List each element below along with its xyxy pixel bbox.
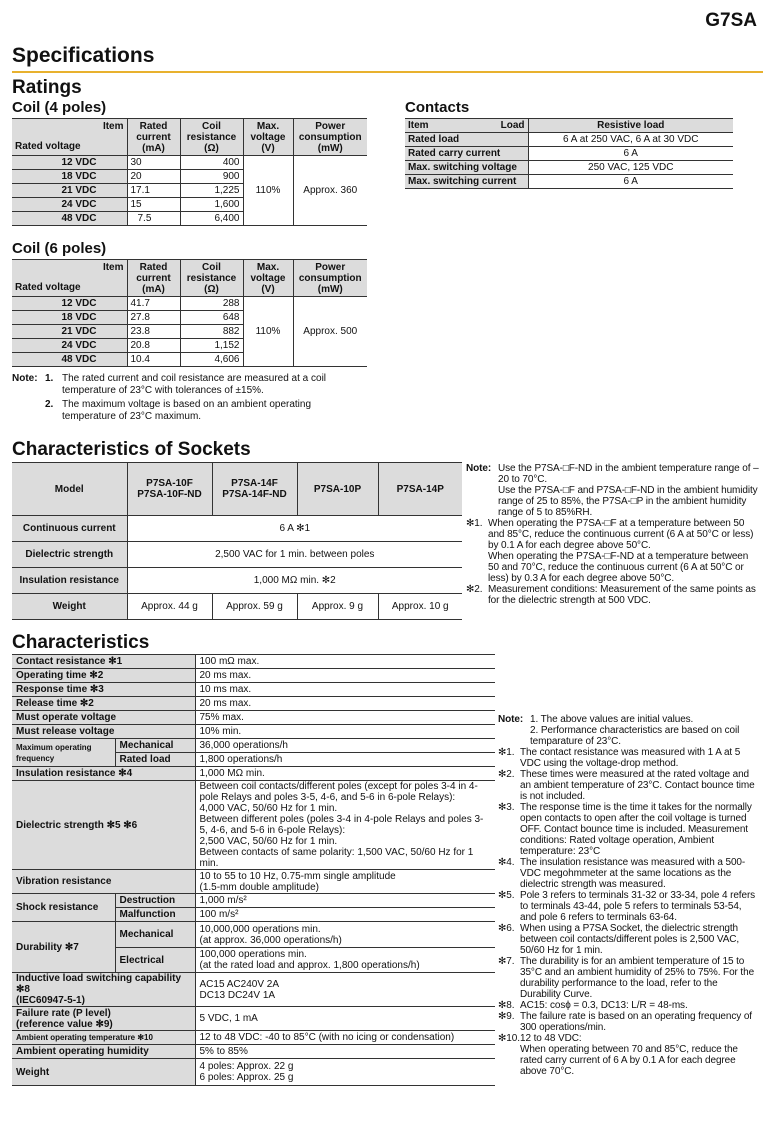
table-row	[12, 655, 495, 669]
note-label: Note:	[466, 463, 492, 474]
model-header: P7SA-14P	[378, 463, 462, 516]
power-header: Power consumption (mW)	[293, 119, 367, 156]
model-header: P7SA-10F P7SA-10F-ND	[127, 463, 212, 516]
note-label	[466, 485, 498, 518]
note-text: The contact resistance was measured with 1 A at 5 VDC using the voltage-drop method.	[520, 747, 741, 769]
product-model: G7SA	[705, 10, 757, 31]
coil-resistance: 4,606	[180, 353, 243, 367]
row-value: 1,000 m/s²	[195, 894, 495, 908]
table-row	[12, 542, 462, 568]
note-text: When using a P7SA Socket, the dielectric strength between coil contacts/different poles is 2,500 VAC, 50/60 Hz for 1 min.	[520, 923, 740, 956]
note-text: Measurement conditions: Measurement of the same points as for the dielectric strength at 500 VDC.	[488, 584, 756, 606]
row-label: Shock resistance	[12, 894, 115, 922]
row-value: 5% to 85%	[195, 1045, 495, 1059]
row-label: Ambient operating temperature ✻10	[12, 1031, 195, 1045]
coil6-heading: Coil (6 poles)	[12, 240, 107, 257]
coil4-table	[12, 118, 367, 226]
table-row	[12, 973, 495, 1007]
model-header: Model	[12, 463, 127, 516]
note-label: ✻10.	[498, 1033, 520, 1044]
rated-current: 41.7	[127, 297, 180, 311]
rated-voltage: 21 VDC	[12, 184, 127, 198]
row-sublabel: Mechanical	[115, 922, 195, 948]
row-label: Operating time ✻2	[12, 669, 195, 683]
row-sublabel: Mechanical	[115, 739, 195, 753]
table-row	[12, 697, 495, 711]
row-label: Weight	[12, 594, 127, 620]
note-text: 12 to 48 VDC:	[520, 1033, 582, 1044]
row-label: Max. switching current	[405, 175, 528, 189]
table-row	[12, 516, 462, 542]
rated-voltage: 24 VDC	[12, 198, 127, 212]
row-value: 12 to 48 VDC: -40 to 85°C (with no icing or condensation)	[195, 1031, 495, 1045]
row-value: 1,800 operations/h	[195, 753, 495, 767]
sockets-heading: Characteristics of Sockets	[12, 439, 251, 460]
rated-voltage: 48 VDC	[12, 212, 127, 226]
note-label: ✻4.	[498, 857, 515, 868]
row-label: Maximum operating frequency	[12, 739, 115, 767]
table-row	[12, 594, 462, 620]
table-row	[12, 767, 495, 781]
row-value: 100 mΩ max.	[195, 655, 495, 669]
rated-voltage: 12 VDC	[12, 297, 127, 311]
rated-current: 17.1	[127, 184, 180, 198]
note-label: ✻2.	[466, 584, 483, 595]
note-label: ✻5.	[498, 890, 515, 901]
row-value: 2,500 VAC for 1 min. between poles	[127, 542, 462, 568]
table-row	[405, 133, 733, 147]
row-label: Rated load	[405, 133, 528, 147]
coil-resistance: 1,225	[180, 184, 243, 198]
row-label: Failure rate (P level) (reference value ✻9)	[12, 1007, 195, 1031]
rated-voltage: 21 VDC	[12, 325, 127, 339]
row-sublabel: Electrical	[115, 948, 195, 973]
row-value: 6 A at 250 VAC, 6 A at 30 VDC	[528, 133, 733, 147]
characteristics-table	[12, 654, 495, 1086]
table-row	[12, 725, 495, 739]
rated-voltage: 24 VDC	[12, 339, 127, 353]
row-label: Must release voltage	[12, 725, 195, 739]
row-label: Insulation resistance	[12, 568, 127, 594]
rated-current: 10.4	[127, 353, 180, 367]
note-number: 1.	[45, 373, 54, 384]
note-label: ✻1.	[466, 518, 483, 529]
model-header: P7SA-10P	[297, 463, 378, 516]
note-text: 2. Performance characteristics are based on coil temparature of 23°C.	[530, 725, 740, 747]
row-value: 1,000 MΩ min.	[195, 767, 495, 781]
max-voltage-header: Max. voltage (V)	[243, 260, 293, 297]
characteristics-notes	[498, 714, 760, 1077]
page-title: Specifications	[12, 44, 155, 67]
row-value: Approx. 9 g	[297, 594, 378, 620]
row-label: Must operate voltage	[12, 711, 195, 725]
note-text: The response time is the time it takes for the normally open contacts to open after the coil voltage is turned OFF. Contact bounce time is included. Measurement conditions: Rated voltage operation, Ambient temperature: 23°C	[520, 802, 752, 857]
row-label: Vibration resistance	[12, 870, 195, 894]
note-label	[498, 1044, 520, 1077]
table-row	[12, 781, 495, 870]
note-label: ✻2.	[498, 769, 515, 780]
rated-voltage: 12 VDC	[12, 156, 127, 170]
row-value: 75% max.	[195, 711, 495, 725]
note-text: When operating the P7SA-□F-ND at a temperature between 50 and 70°C, reduce the continuous current (6 A at 50°C or less) by 0.3 A for each degree above 50°C.	[488, 551, 749, 584]
row-sublabel: Malfunction	[115, 908, 195, 922]
row-sublabel: Destruction	[115, 894, 195, 908]
title-divider	[12, 71, 763, 73]
row-label: Weight	[12, 1059, 195, 1086]
rated-current: 27.8	[127, 311, 180, 325]
note-number: 2.	[45, 399, 54, 410]
coil-resistance: 900	[180, 170, 243, 184]
rated-current: 23.8	[127, 325, 180, 339]
coil-resistance-header: Coil resistance (Ω)	[180, 119, 243, 156]
table-row	[12, 711, 495, 725]
table-row	[12, 739, 495, 753]
note-text: Use the P7SA-□F-ND in the ambient temperature range of –20 to 70°C.	[498, 463, 759, 485]
contacts-heading: Contacts	[405, 99, 470, 116]
coil6-table	[12, 259, 367, 367]
row-value: Approx. 10 g	[378, 594, 462, 620]
row-label: Dielectric strength ✻5 ✻6	[12, 781, 195, 870]
row-value: 100,000 operations min. (at the rated load and approx. 1,800 operations/h)	[195, 948, 495, 973]
rated-current: 20.8	[127, 339, 180, 353]
row-value: 6 A ✻1	[127, 516, 462, 542]
row-value: 10,000,000 operations min. (at approx. 36,000 operations/h)	[195, 922, 495, 948]
table-row	[405, 147, 733, 161]
characteristics-heading: Characteristics	[12, 632, 150, 653]
row-value: 10% min.	[195, 725, 495, 739]
note-label: Note:	[12, 373, 38, 384]
row-value: 20 ms max.	[195, 669, 495, 683]
power-header: Power consumption (mW)	[293, 260, 367, 297]
model-header: P7SA-14F P7SA-14F-ND	[212, 463, 297, 516]
row-label: Dielectric strength	[12, 542, 127, 568]
row-value: 250 VAC, 125 VDC	[528, 161, 733, 175]
row-value: 10 to 55 to 10 Hz, 0.75-mm single amplitude (1.5-mm double amplitude)	[195, 870, 495, 894]
table-row	[12, 297, 367, 311]
item-load-header: Item Load	[405, 119, 528, 133]
table-row	[12, 1031, 495, 1045]
row-sublabel: Rated load	[115, 753, 195, 767]
table-row	[12, 1007, 495, 1031]
ratings-heading: Ratings	[12, 77, 82, 98]
coil-resistance: 1,152	[180, 339, 243, 353]
rated-voltage: 18 VDC	[12, 311, 127, 325]
coil-resistance: 288	[180, 297, 243, 311]
rated-current: 7.5	[127, 212, 180, 226]
note-label: ✻1.	[498, 747, 515, 758]
row-label: Insulation resistance ✻4	[12, 767, 195, 781]
rated-current: 20	[127, 170, 180, 184]
note-text: When operating the P7SA-□F at a temperature between 50 and 85°C, reduce the continuous current (6 A at 50°C or less) by 0.1 A for each degree above 50°C.	[488, 518, 754, 551]
coil-resistance: 882	[180, 325, 243, 339]
row-value: Between coil contacts/different poles (except for poles 3-4 in 4-pole Relays and poles 3-5, 4-6, and 5-6 in 6-pole Relays): 4,000 VAC, 50/60 Hz for 1 min. Between different poles (poles 3-4 in 4-pole Relays and poles 3-5, 4-6, and 5-6 in 6-pole Relays): 2,500 VAC, 50/60 Hz for 1 min. Between contacts of same polarity: 1,500 VAC, 50/60 Hz for 1 min.	[195, 781, 495, 870]
resistive-load-header: Resistive load	[528, 119, 733, 133]
note-text: The failure rate is based on an operating frequency of 300 operations/min.	[520, 1011, 752, 1033]
row-label: Ambient operating humidity	[12, 1045, 195, 1059]
row-value: Approx. 59 g	[212, 594, 297, 620]
note-label: Note:	[498, 714, 524, 725]
row-value: 36,000 operations/h	[195, 739, 495, 753]
row-value: 10 ms max.	[195, 683, 495, 697]
table-row	[12, 922, 495, 948]
coil-resistance: 1,600	[180, 198, 243, 212]
item-header: Item Rated voltage	[12, 260, 127, 297]
row-value: 6 A	[528, 175, 733, 189]
power-consumption: Approx. 500	[293, 297, 367, 367]
table-row	[12, 156, 367, 170]
table-row	[12, 894, 495, 908]
rated-current: 15	[127, 198, 180, 212]
item-header: Item Rated voltage	[12, 119, 127, 156]
table-row	[405, 175, 733, 189]
rated-voltage: 48 VDC	[12, 353, 127, 367]
note-text: The rated current and coil resistance are measured at a coil temperature of 23°C with tolerances of ±15%.	[62, 373, 327, 396]
note-text: The insulation resistance was measured with a 500-VDC megohmmeter at the same locations as the dielectric strength was measured.	[520, 857, 746, 890]
row-value: 1,000 MΩ min. ✻2	[127, 568, 462, 594]
row-value: 6 A	[528, 147, 733, 161]
coil-resistance: 400	[180, 156, 243, 170]
table-row	[12, 870, 495, 894]
coil-notes	[12, 373, 362, 423]
row-value: 100 m/s²	[195, 908, 495, 922]
note-label	[498, 725, 530, 747]
socket-notes	[466, 463, 760, 606]
note-text: The maximum voltage is based on an ambient operating temperature of 23°C maximum.	[62, 399, 312, 422]
table-row	[405, 161, 733, 175]
row-value: 4 poles: Approx. 22 g 6 poles: Approx. 25 g	[195, 1059, 495, 1086]
note-text: These times were measured at the rated voltage and an ambient temperature of 23°C. Contact bounce time is not included.	[520, 769, 755, 802]
row-label: Release time ✻2	[12, 697, 195, 711]
max-voltage: 110%	[243, 156, 293, 226]
row-value: 5 VDC, 1 mA	[195, 1007, 495, 1031]
note-label: ✻9.	[498, 1011, 515, 1022]
rated-voltage: 18 VDC	[12, 170, 127, 184]
max-voltage-header: Max. voltage (V)	[243, 119, 293, 156]
table-row	[12, 1045, 495, 1059]
sockets-table	[12, 462, 462, 620]
table-row	[12, 669, 495, 683]
coil-resistance-header: Coil resistance (Ω)	[180, 260, 243, 297]
table-row	[12, 568, 462, 594]
coil-resistance: 6,400	[180, 212, 243, 226]
row-label: Max. switching voltage	[405, 161, 528, 175]
note-text: Use the P7SA-□F and P7SA-□F-ND in the ambient humidity range of 25 to 85%, the P7SA-□P in the ambient humidity range of 5 to 85%RH.	[498, 485, 758, 518]
row-label: Durability ✻7	[12, 922, 115, 973]
note-text: The durability is for an ambient temperature of 15 to 35°C and an ambient humidity of 25% to 75%. For the durability performance to the load, refer to the Durability Curve.	[520, 956, 755, 1000]
note-text: AC15: cosϕ = 0.3, DC13: L/R = 48-ms.	[520, 1000, 688, 1011]
table-row	[12, 1059, 495, 1086]
note-label: ✻6.	[498, 923, 515, 934]
row-label: Inductive load switching capability ✻8 (IEC60947-5-1)	[12, 973, 195, 1007]
contacts-table	[405, 118, 733, 189]
coil4-heading: Coil (4 poles)	[12, 99, 107, 116]
row-label: Continuous current	[12, 516, 127, 542]
row-value: 20 ms max.	[195, 697, 495, 711]
rated-current: 30	[127, 156, 180, 170]
table-row	[12, 683, 495, 697]
note-text: When operating between 70 and 85°C, reduce the rated carry current of 6 A by 0.1 A for each degree above 70°C.	[520, 1044, 738, 1077]
row-label: Response time ✻3	[12, 683, 195, 697]
row-value: Approx. 44 g	[127, 594, 212, 620]
row-value: AC15 AC240V 2A DC13 DC24V 1A	[195, 973, 495, 1007]
note-label	[466, 551, 488, 584]
note-text: Pole 3 refers to terminals 31-32 or 33-34, pole 4 refers to terminals 43-44, pole 5 refers to terminals 53-54, and pole 6 refers to terminals 63-64.	[520, 890, 756, 923]
row-label: Rated carry current	[405, 147, 528, 161]
row-label: Contact resistance ✻1	[12, 655, 195, 669]
note-text: 1. The above values are initial values.	[530, 714, 694, 725]
note-label: ✻8.	[498, 1000, 515, 1011]
rated-current-header: Rated current (mA)	[127, 260, 180, 297]
note-label: ✻7.	[498, 956, 515, 967]
power-consumption: Approx. 360	[293, 156, 367, 226]
coil-resistance: 648	[180, 311, 243, 325]
note-label: ✻3.	[498, 802, 515, 813]
max-voltage: 110%	[243, 297, 293, 367]
rated-current-header: Rated current (mA)	[127, 119, 180, 156]
